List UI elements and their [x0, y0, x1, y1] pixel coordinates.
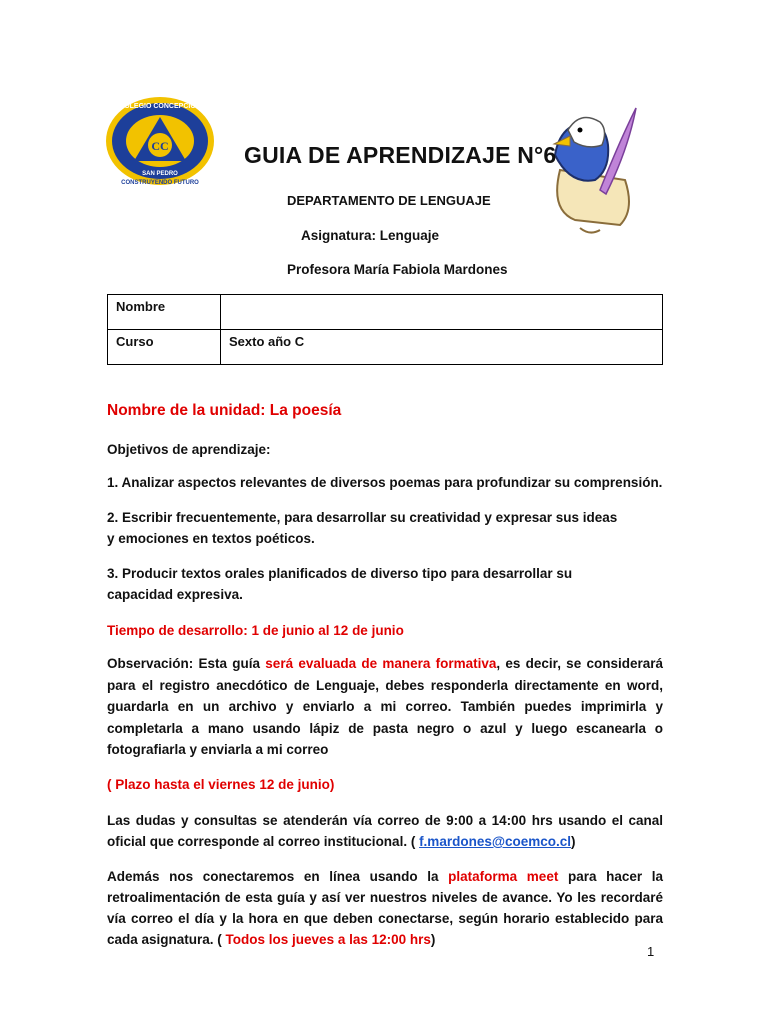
- svg-text:CC: CC: [151, 139, 169, 153]
- timeline-text: Tiempo de desarrollo: 1 de junio al 12 de junio: [107, 623, 404, 638]
- eagle-mascot-illustration: [540, 100, 640, 240]
- online-close: ): [430, 932, 436, 947]
- school-logo: [104, 95, 216, 187]
- student-info-table: [107, 294, 663, 365]
- svg-text:SAN PEDRO: SAN PEDRO: [142, 171, 178, 177]
- svg-text:COLEGIO CONCEPCION: COLEGIO CONCEPCION: [119, 103, 201, 110]
- course-value: Sexto año C: [221, 330, 663, 365]
- unit-title: Nombre de la unidad: La poesía: [107, 402, 342, 419]
- online-paragraph: [107, 866, 663, 950]
- online-highlight: plataforma meet: [448, 869, 559, 884]
- page-title: GUIA DE APRENDIZAJE N°6: [244, 142, 557, 168]
- questions-close: ): [571, 834, 576, 849]
- objective-1: 1. Analizar aspectos relevantes de diversos poemas para profundizar su comprensión.: [107, 475, 663, 490]
- course-label: Curso: [108, 330, 221, 365]
- online-schedule: Todos los jueves a las 12:00 hrs: [225, 932, 431, 947]
- teacher-label: Profesora María Fabiola Mardones: [287, 262, 508, 277]
- page-number: 1: [647, 944, 655, 959]
- table-row: [108, 330, 663, 365]
- observation-rest: , es decir, se considerará para el registro anecdótico de Lenguaje, debes responderla directamente en word, guardarla en un archivo y enviarlo a mi correo. También puedes imprimirla y completarla a mano usando lápiz de pasta negro o azul y luego escanearla o fotografiarla y enviarla a mi correo: [107, 656, 663, 757]
- questions-text: Las dudas y consultas se atenderán vía correo de 9:00 a 14:00 hrs usando el canal oficial que corresponde al correo institucional. (: [107, 813, 663, 849]
- email-link[interactable]: f.mardones@coemco.cl: [419, 834, 572, 849]
- objective-2: 2. Escribir frecuentemente, para desarrollar su creatividad y expresar sus ideas y emociones en textos poéticos.: [107, 510, 618, 546]
- subject-label: Asignatura: Lenguaje: [301, 228, 440, 243]
- svg-text:CONSTRUYENDO FUTURO: CONSTRUYENDO FUTURO: [121, 180, 199, 186]
- table-row: [108, 295, 663, 330]
- department-label: DEPARTAMENTO DE LENGUAJE: [287, 193, 491, 208]
- deadline-text: ( Plazo hasta el viernes 12 de junio): [107, 777, 335, 792]
- observation-paragraph: [107, 653, 663, 761]
- online-rest: para hacer la retroalimentación de esta guía y así ver nuestros niveles de avance. Yo les recordaré vía correo el día y la hora en que deben conectarse, según horario establecido para cada asignatura. (: [107, 869, 663, 947]
- observation-lead: Observación: Esta guía: [107, 656, 266, 671]
- online-lead: Además nos conectaremos en línea usando la: [107, 869, 449, 884]
- name-label: Nombre: [108, 295, 221, 330]
- name-field[interactable]: [221, 295, 663, 330]
- questions-paragraph: [107, 810, 663, 852]
- objective-3: 3. Producir textos orales planificados de diverso tipo para desarrollar su capacidad expresiva.: [107, 566, 573, 602]
- objectives-heading: Objetivos de aprendizaje:: [107, 442, 271, 457]
- observation-highlight: será evaluada de manera formativa: [265, 656, 497, 671]
